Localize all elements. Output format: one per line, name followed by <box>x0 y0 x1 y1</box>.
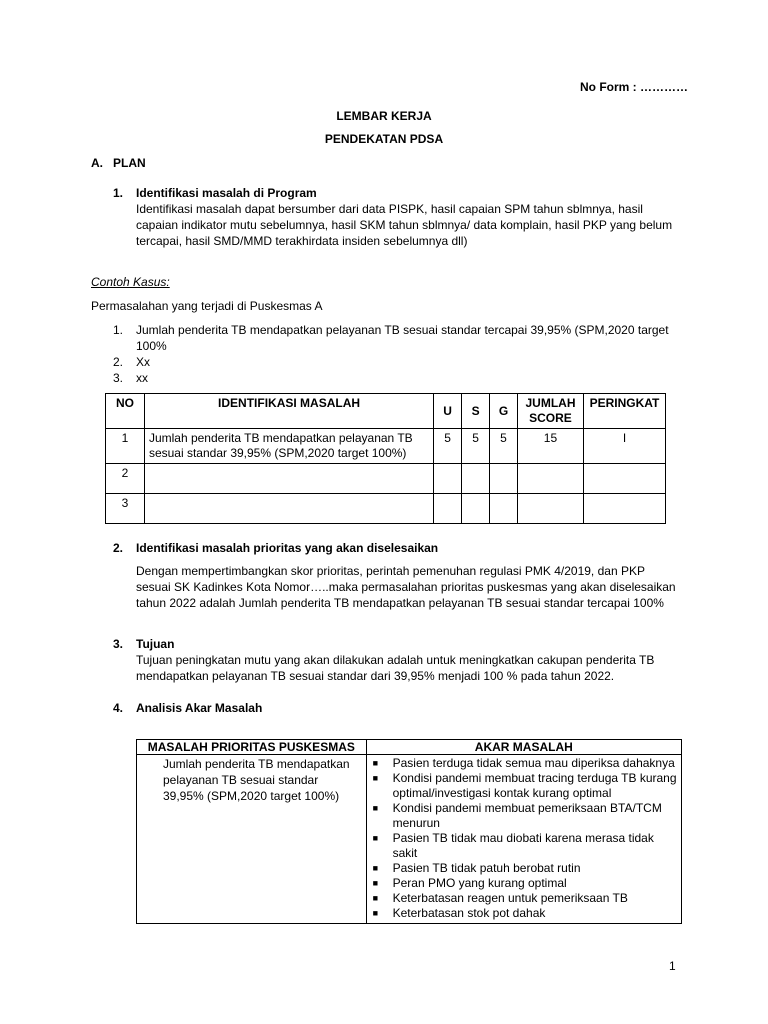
column-header: JUMLAH SCORE <box>518 394 584 429</box>
list-item: ■ Keterbatasan stok pot dahak <box>372 906 546 920</box>
item-title: Analisis Akar Masalah <box>136 701 263 715</box>
table-cell <box>518 464 584 494</box>
table-cell: I <box>583 429 665 464</box>
table-cell: 15 <box>518 429 584 464</box>
column-header: IDENTIFIKASI MASALAH <box>144 394 433 429</box>
table-cell <box>490 464 518 494</box>
section-title: PLAN <box>113 156 146 170</box>
list-item: ■ Pasien TB tidak mau diobati karena merasa tidak sakit <box>372 831 654 860</box>
table-row <box>106 429 666 464</box>
table-cell <box>144 494 433 524</box>
list-item: Jumlah penderita TB mendapatkan pelayanan TB sesuai standar tercapai 39,95% (SPM,2020 target 100% <box>136 323 669 353</box>
item-description: Identifikasi masalah dapat bersumber dari data PISPK, hasil capaian SPM tahun sblmnya, hasil capaian indikator mutu sebelumnya, hasil SKM tahun sblmnya/ data komplain, hasil PKP yang belum tercapai, hasil SMD/MMD terakhirdata insiden sebelumnya dll) <box>136 202 673 248</box>
table-cell: 5 <box>434 429 462 464</box>
item-description: Dengan mempertimbangkan skor prioritas, perintah pemenuhan regulasi PMK 4/2019, dan PKP sesuai SK Kadinkes Kota Nomor…..maka permasalahan prioritas puskesmas yang akan diselesaikan tahun 2022 adalah Jumlah penderita TB mendapatkan pelayanan TB sesuai standar tercapai 100% <box>136 564 676 610</box>
column-header: S <box>462 394 490 429</box>
bullet-icon: ■ <box>372 878 379 888</box>
list-item: ■ Peran PMO yang kurang optimal <box>372 876 567 890</box>
table-row <box>137 755 682 924</box>
table-cell <box>462 464 490 494</box>
bullet-icon: ■ <box>372 893 379 903</box>
item-number: 1. <box>113 186 124 200</box>
list-number: 3. <box>113 371 124 385</box>
form-number: No Form : ………… <box>580 80 688 94</box>
example-intro: Permasalahan yang terjadi di Puskesmas A <box>91 299 323 313</box>
list-item: xx <box>136 371 148 385</box>
bullet-icon: ■ <box>372 863 379 873</box>
table-cell <box>434 464 462 494</box>
list-number: 1. <box>113 323 124 337</box>
column-header: PERINGKAT <box>583 394 665 429</box>
list-item: ■ Kondisi pandemi membuat pemeriksaan BTA/TCM menurun <box>372 801 662 830</box>
example-heading: Contoh Kasus: <box>91 275 170 289</box>
item-number: 3. <box>113 637 124 651</box>
column-header: NO <box>106 394 145 429</box>
root-cause-list <box>366 755 681 924</box>
doc-subtitle: PENDEKATAN PDSA <box>324 132 444 146</box>
bullet-icon: ■ <box>372 908 379 918</box>
item-number: 2. <box>113 541 124 555</box>
list-item: ■ Pasien TB tidak patuh berobat rutin <box>372 861 581 875</box>
table-cell <box>518 494 584 524</box>
table-header-row <box>137 740 682 755</box>
table-cell: 1 <box>106 429 145 464</box>
table-cell: 5 <box>462 429 490 464</box>
table-cell <box>144 464 433 494</box>
bullet-icon: ■ <box>372 803 379 813</box>
root-cause-table <box>136 739 682 924</box>
item-number: 4. <box>113 701 124 715</box>
bullet-icon: ■ <box>372 833 379 843</box>
list-item: ■ Pasien terduga tidak semua mau diperiksa dahaknya <box>372 756 675 770</box>
table-cell <box>583 464 665 494</box>
column-header: G <box>490 394 518 429</box>
page-number: 1 <box>669 959 676 973</box>
section-letter: A. <box>91 156 103 170</box>
item-description: Tujuan peningkatan mutu yang akan dilakukan adalah untuk meningkatkan cakupan penderita TB mendapatkan pelayanan TB sesuai standar dari 39,95% menjadi 100 % pada tahun 2022. <box>136 653 655 683</box>
list-item: ■ Keterbatasan reagen untuk pemeriksaan TB <box>372 891 628 905</box>
table-cell <box>490 494 518 524</box>
table-cell: Jumlah penderita TB mendapatkan pelayanan TB sesuai standar 39,95% (SPM,2020 target 100%) <box>144 429 433 464</box>
table-row <box>106 494 666 524</box>
table-header-row <box>106 394 666 429</box>
column-header: MASALAH PRIORITAS PUSKESMAS <box>137 740 367 755</box>
item-title: Identifikasi masalah prioritas yang akan diselesaikan <box>136 541 439 555</box>
column-header: U <box>434 394 462 429</box>
priority-problem-cell: Jumlah penderita TB mendapatkan pelayanan TB sesuai standar 39,95% (SPM,2020 target 100%) <box>137 755 367 924</box>
list-item: Xx <box>136 355 151 369</box>
table-cell: 2 <box>106 464 145 494</box>
table-cell: 3 <box>106 494 145 524</box>
problem-table <box>105 393 666 524</box>
list-number: 2. <box>113 355 124 369</box>
column-header: AKAR MASALAH <box>366 740 681 755</box>
table-cell <box>434 494 462 524</box>
bullet-icon: ■ <box>372 758 379 768</box>
table-cell <box>583 494 665 524</box>
table-cell <box>462 494 490 524</box>
item-title: Tujuan <box>136 637 175 651</box>
bullet-icon: ■ <box>372 773 379 783</box>
list-item: ■ Kondisi pandemi membuat tracing terduga TB kurang optimal/investigasi kontak kurang optimal <box>372 771 677 800</box>
doc-title: LEMBAR KERJA <box>336 109 432 123</box>
table-cell: 5 <box>490 429 518 464</box>
table-row <box>106 464 666 494</box>
item-title: Identifikasi masalah di Program <box>136 186 317 200</box>
